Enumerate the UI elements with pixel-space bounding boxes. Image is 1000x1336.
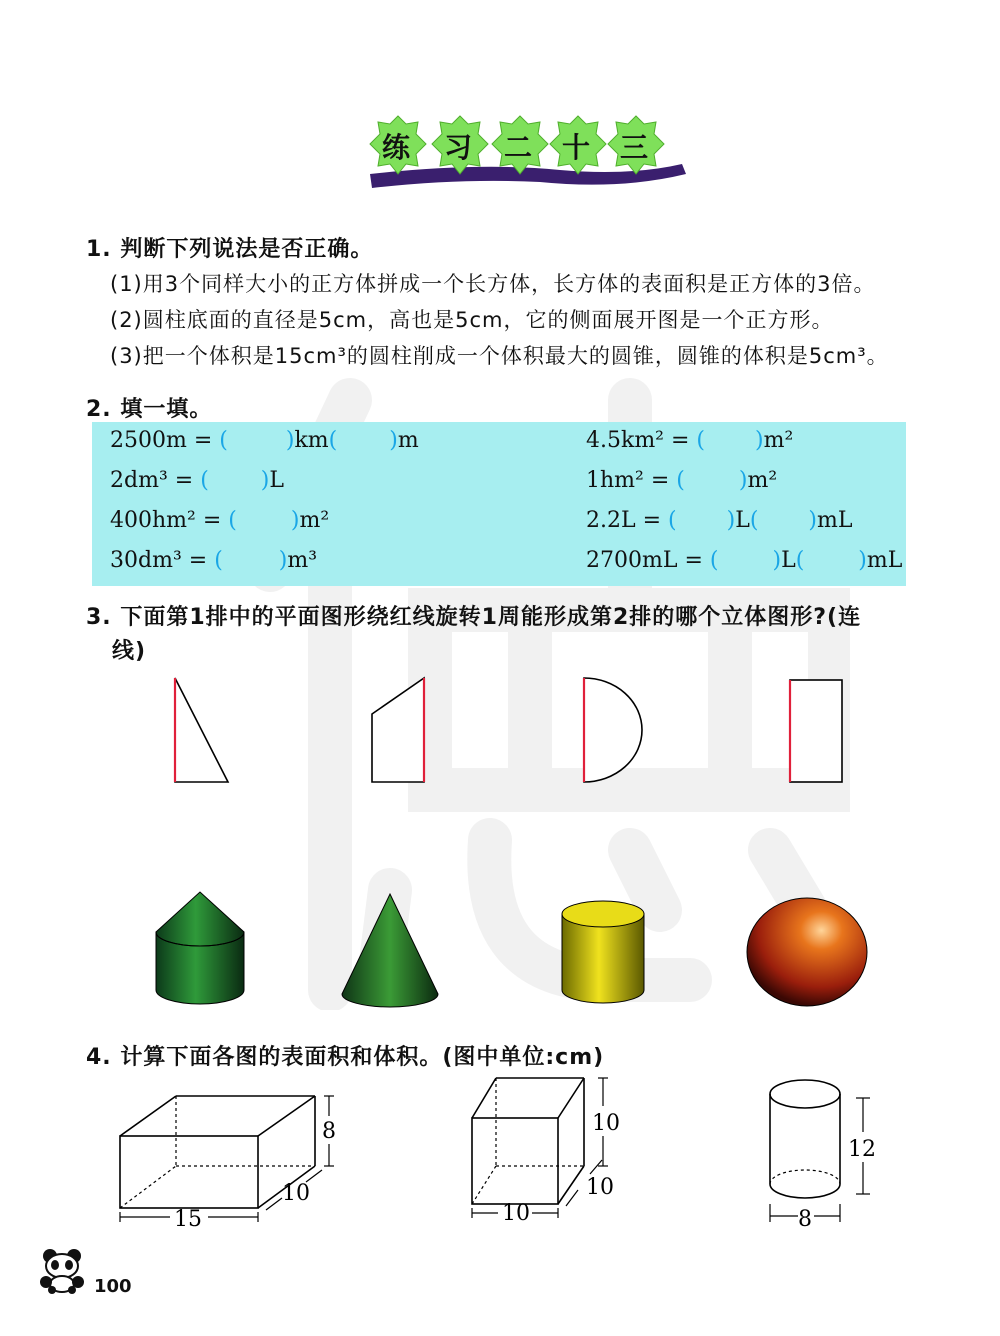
title-char: 习 bbox=[444, 131, 473, 164]
fill-row: 2.2L = ( )L( )mL bbox=[586, 508, 853, 533]
solid-cone[interactable] bbox=[334, 890, 444, 1010]
q1-heading: 1. 判断下列说法是否正确。 bbox=[86, 237, 374, 262]
q4-heading: 4. 计算下面各图的表面积和体积。(图中单位:cm) bbox=[86, 1045, 605, 1070]
panda-icon bbox=[38, 1248, 88, 1294]
cube-figure[interactable] bbox=[462, 1070, 632, 1230]
cube-depth-label: 10 bbox=[586, 1175, 614, 1200]
cube-height-label: 10 bbox=[592, 1111, 620, 1136]
cylinder-height-label: 12 bbox=[848, 1137, 876, 1162]
cuboid-width-label: 10 bbox=[282, 1181, 310, 1206]
plane-rectangle[interactable] bbox=[778, 670, 858, 790]
solid-cylinder[interactable] bbox=[558, 896, 648, 1008]
q1-item-2: (2)圆柱底面的直径是5cm，高也是5cm，它的侧面展开图是一个正方形。 bbox=[110, 308, 834, 332]
fill-row: 4.5km² = ( )m² bbox=[586, 428, 794, 453]
cylinder-figure[interactable] bbox=[760, 1072, 890, 1232]
fill-row: 2700mL = ( )L( )mL bbox=[586, 548, 903, 573]
title-char: 三 bbox=[620, 131, 649, 164]
plane-triangle[interactable] bbox=[160, 670, 240, 790]
title-char: 二 bbox=[504, 131, 533, 164]
cube-bottom-label: 10 bbox=[502, 1201, 530, 1226]
fill-row: 2500m = ( )km( )m bbox=[110, 428, 419, 453]
cuboid-height-label: 8 bbox=[322, 1119, 336, 1144]
fill-row: 1hm² = ( )m² bbox=[586, 468, 778, 493]
cylinder-diameter-label: 8 bbox=[798, 1207, 812, 1232]
q1-item-3: (3)把一个体积是15cm³的圆柱削成一个体积最大的圆锥，圆锥的体积是5cm³。 bbox=[110, 344, 889, 368]
exercise-title-banner bbox=[360, 112, 690, 192]
page-number: 100 bbox=[94, 1276, 132, 1297]
cuboid-figure[interactable] bbox=[110, 1086, 360, 1236]
solid-cone-on-cylinder[interactable] bbox=[150, 890, 250, 1010]
cuboid-length-label: 15 bbox=[174, 1207, 202, 1232]
fill-row: 400hm² = ( )m² bbox=[110, 508, 330, 533]
fill-row: 30dm³ = ( )m³ bbox=[110, 548, 318, 573]
q3-heading-line2: 线) bbox=[112, 639, 147, 664]
q3-heading-line1: 3. 下面第1排中的平面图形绕红线旋转1周能形成第2排的哪个立体图形?(连 bbox=[86, 605, 862, 630]
title-char: 练 bbox=[382, 131, 411, 164]
title-char: 十 bbox=[562, 131, 591, 164]
plane-semicircle[interactable] bbox=[570, 670, 660, 790]
q2-heading: 2. 填一填。 bbox=[86, 397, 213, 422]
solid-sphere[interactable] bbox=[744, 896, 870, 1008]
fill-row: 2dm³ = ( )L bbox=[110, 468, 284, 493]
q1-item-1: (1)用3个同样大小的正方体拼成一个长方体，长方体的表面积是正方体的3倍。 bbox=[110, 272, 876, 296]
plane-trapezoid[interactable] bbox=[360, 670, 440, 790]
